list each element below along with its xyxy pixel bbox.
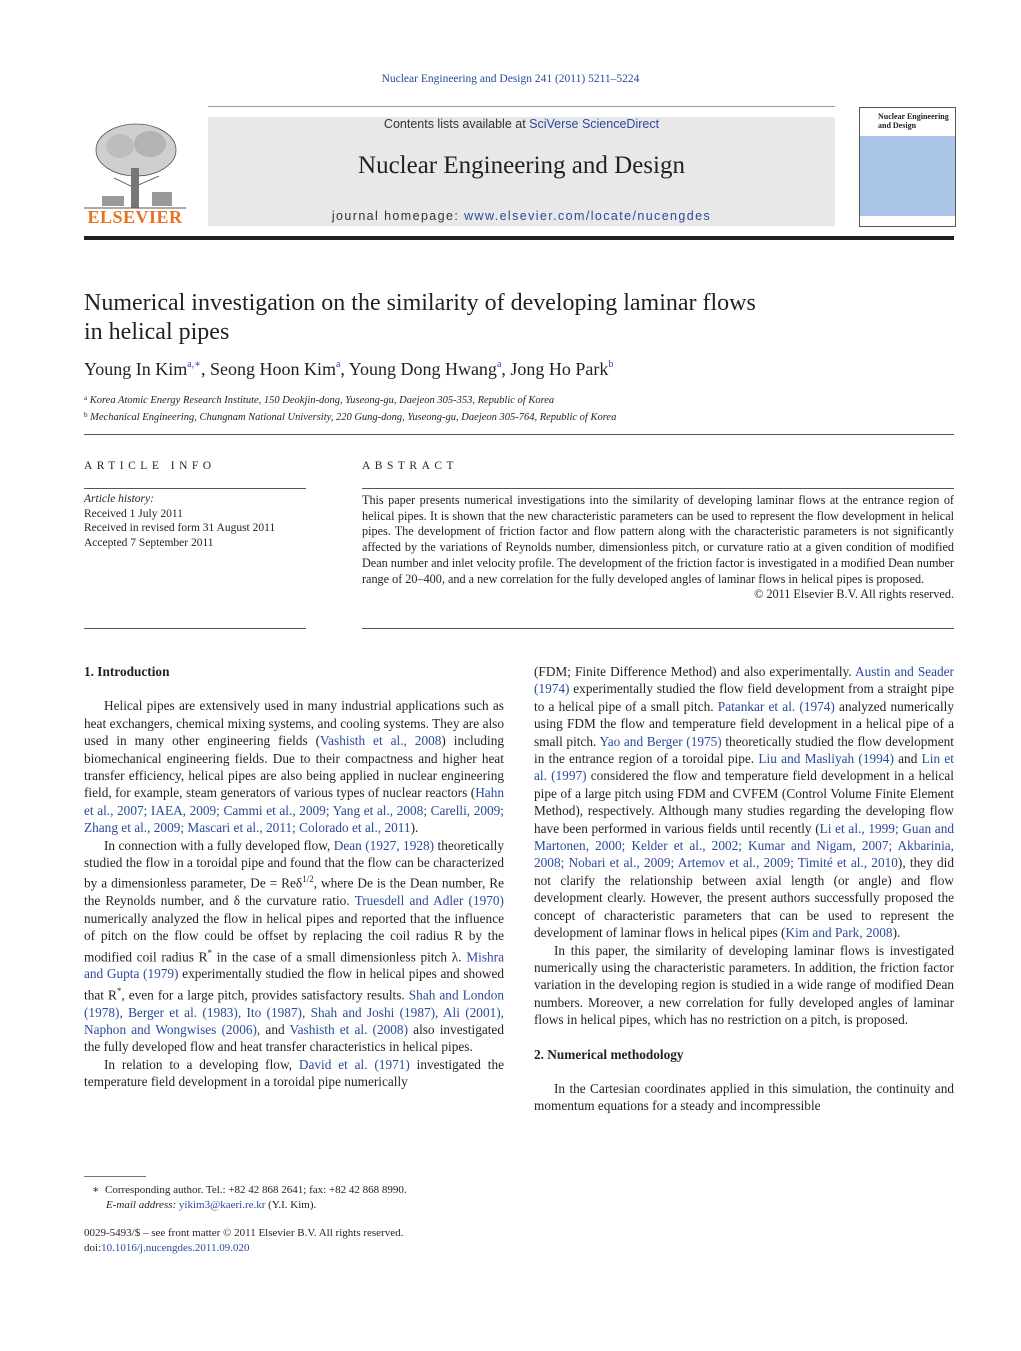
abstract-body xyxy=(362,493,954,603)
superscript: * xyxy=(116,985,122,996)
text-run: considered the flow and temperature field development in a helical pipe of a large pitch using FDM and CVFEM (Control Volume Finite Element Method), respectively. Although many studies regarding the developing flow have been performed in various fields until recently ( xyxy=(534,768,955,836)
footnote-mark: ∗ xyxy=(92,1184,100,1196)
author-separator: , xyxy=(200,359,210,379)
section-2-heading: 2. Numerical methodology xyxy=(534,1046,684,1062)
affiliation-a xyxy=(84,391,954,408)
citation-link[interactable]: Liu and Masliyah (1994) xyxy=(758,751,894,767)
corresponding-author-text: Corresponding author. Tel.: +82 42 868 2641; fax: +82 42 868 8990. xyxy=(104,1184,407,1196)
affiliation-b xyxy=(84,408,954,425)
article-info-rule xyxy=(84,488,306,489)
article-history xyxy=(84,492,306,550)
citation-link[interactable]: Patankar et al. (1974) xyxy=(717,698,835,714)
article-info-bottom-rule xyxy=(84,628,306,629)
doi-link[interactable]: 10.1016/j.nucengdes.2011.09.020 xyxy=(101,1242,250,1254)
title-separator xyxy=(84,434,954,435)
citation-link[interactable]: Vashisth et al., 2008 xyxy=(320,733,442,749)
body-column-right xyxy=(534,663,954,1115)
text-run: ). xyxy=(410,820,419,836)
history-accepted: Accepted 7 September 2011 xyxy=(84,536,214,549)
citation-link[interactable]: David et al. (1971) xyxy=(298,1056,410,1072)
affiliation-text: Mechanical Engineering, Chungnam National University, 220 Gung-dong, Yuseong-gu, Daejeon 305-764, Republic of Korea xyxy=(90,412,617,423)
text-run: ). xyxy=(892,925,901,941)
journal-title: Nuclear Engineering and Design xyxy=(358,152,685,179)
elsevier-tree-icon xyxy=(84,118,186,210)
history-label: Article history: xyxy=(84,493,154,505)
superscript: * xyxy=(207,947,213,958)
text-run: investigated the temperature field development in a toroidal pipe numerically xyxy=(84,1056,504,1090)
history-revised: Received in revised form 31 August 2011 xyxy=(84,522,276,534)
contents-line xyxy=(208,117,835,131)
title-line-1: Numerical investigation on the similarity of developing laminar flows xyxy=(84,290,756,316)
text-run: also investigated the fully developed flow and heat transfer characteristics in helical pipes. xyxy=(84,1021,504,1055)
front-matter-info xyxy=(84,1226,504,1256)
article-title xyxy=(84,289,884,347)
text-run: experimentally studied the flow field development from a straight pipe to a helical pipe of a small pitch. xyxy=(534,681,954,714)
citation-link[interactable]: Lin et al. (1997) xyxy=(534,751,955,784)
author-name[interactable]: Young In Kim xyxy=(84,359,188,379)
text-run: in the case of a small dimensionless pitch λ. xyxy=(212,948,467,964)
author-separator: , xyxy=(501,359,511,379)
abstract-bottom-rule xyxy=(362,628,954,629)
citation-link[interactable]: Dean (1927, 1928) xyxy=(333,837,435,853)
doi-line xyxy=(84,1241,504,1256)
journal-cover-thumbnail[interactable] xyxy=(859,107,956,227)
text-run: ) including biomechanical engineering fields. Due to their compactness and higher heat transfer efficiency, helical pipes are also being applied in nuclear engineering field, for example, steam generators of various types of nuclear reactors ( xyxy=(84,733,504,801)
author-affil-mark[interactable]: a xyxy=(496,359,502,370)
intro-paragraph-3-cont xyxy=(534,663,954,942)
header-top-rule xyxy=(208,106,835,107)
citation-link[interactable]: Shah and London (1978), Berger et al. (1983), Ito (1987), Shah and Joshi (1987), Ali (2001), Naphon and Wongwises (2006), xyxy=(84,987,504,1037)
superscript: 1/2 xyxy=(302,874,314,885)
doi-label: doi: xyxy=(84,1242,102,1254)
issn-line: 0029-5493/$ – see front matter © 2011 Elsevier B.V. All rights reserved. xyxy=(84,1227,404,1239)
journal-homepage xyxy=(208,209,835,223)
affiliation-text: Korea Atomic Energy Research Institute, 150 Deokjin-dong, Yuseong-gu, Daejeon 305-353, Republic of Korea xyxy=(89,395,555,406)
citation-link[interactable]: Mishra and Gupta (1979) xyxy=(84,948,504,982)
sciencedirect-link[interactable]: SciVerse ScienceDirect xyxy=(529,117,660,131)
author-name[interactable]: Seong Hoon Kim xyxy=(209,359,336,379)
author-affil-mark[interactable]: a,∗ xyxy=(187,359,201,370)
text-run: experimentally studied the flow in helical pipes and showed that R xyxy=(84,966,504,1003)
author-list xyxy=(84,359,954,380)
author-separator: , xyxy=(340,359,349,379)
cover-title-line1: Nuclear Engineering xyxy=(878,112,949,121)
body-column-left xyxy=(84,663,504,1091)
email-link[interactable]: yikim3@kaeri.re.kr xyxy=(178,1198,266,1211)
citation-link[interactable]: Yao and Berger (1975) xyxy=(599,733,722,749)
intro-paragraph-1 xyxy=(84,697,504,836)
text-run: and xyxy=(893,751,922,767)
text-run: Helical pipes are extensively used in many industrial applications such as heat exchangers, chemical mixing systems, and cooling systems. They are also used in many other engineering fields ( xyxy=(84,698,504,749)
homepage-prefix: journal homepage: xyxy=(331,209,465,223)
footnote-rule xyxy=(84,1176,146,1177)
citation-link[interactable]: Li et al., 1999; Guan and Martonen, 2000; Kelder et al., 2002; Kumar and Nigam, 2007; Akbarinia, 2008; Nobari et al., 2009; Artemov et al., 2009; Timité et al., 2010 xyxy=(534,820,954,871)
abstract-heading: ABSTRACT xyxy=(362,460,459,472)
email-suffix: (Y.I. Kim). xyxy=(265,1198,317,1211)
elsevier-logo xyxy=(84,118,186,228)
citation-link[interactable]: Kim and Park, 2008 xyxy=(785,925,893,941)
journal-reference[interactable]: Nuclear Engineering and Design 241 (2011) 5211–5224 xyxy=(381,73,640,85)
text-run: (FDM; Finite Difference Method) and also experimentally. xyxy=(534,664,855,679)
author-affil-mark[interactable]: b xyxy=(608,359,614,370)
text-run: , where De is the Dean number, Re the Reynolds number, and δ the curvature ratio. xyxy=(84,875,504,909)
text-run: and xyxy=(260,1021,290,1037)
citation-link[interactable]: Vashisth et al. (2008) xyxy=(289,1021,409,1037)
cover-footer xyxy=(860,216,955,226)
citation-link[interactable]: Hahn et al., 2007; IAEA, 2009; Cammi et al., 2009; Yang et al., 2008; Carelli, 2009; Zhang et al., 2009; Mascari et al., 2011; Colorado et al., 2011 xyxy=(84,785,504,836)
contents-prefix: Contents lists available at xyxy=(383,117,530,131)
elsevier-wordmark: ELSEVIER xyxy=(87,207,183,227)
text-run: theoretically studied the flow in a toroidal pipe and found that the flow can be characterized by a dimensionless parameter, De = Reδ xyxy=(84,837,504,891)
homepage-link[interactable]: www.elsevier.com/locate/nucengdes xyxy=(464,209,712,223)
corresponding-author-footnote xyxy=(84,1183,504,1212)
text-run: theoretically studied the flow development in the entrance region of a toroidal pipe. xyxy=(534,733,954,767)
email-line xyxy=(84,1198,504,1213)
affiliation-mark: b xyxy=(84,411,88,419)
cover-image xyxy=(860,136,955,216)
intro-paragraph-2 xyxy=(84,837,504,1056)
text-run: ), they did not clarify the relationship between axial length (or angle) and flow development clearly. However, the present authors successfully proposed the concept of characteristic parameters that can be used to represent the development of laminar flows in helical pipes ( xyxy=(534,855,954,941)
citation-link[interactable]: Austin and Seader (1974) xyxy=(534,664,954,697)
abstract-copyright: © 2011 Elsevier B.V. All rights reserved. xyxy=(754,587,954,602)
title-line-2: in helical pipes xyxy=(84,319,230,345)
abstract-text: This paper presents numerical investigations into the similarity of developing laminar flows at the entrance region of helical pipes. It is shown that the new characteristic parameters can be used to represent the flow development in helical pipes. The development of friction factor and flow pattern along with the characteristic parameters is not significantly affected by the variations of Reynolds number, dimensionless pitch, or curvature ratio at a given condition of modified Dean number and inlet velocity profile. The development of the friction factor is investigated in a modified Dean number range of 20–400, and a new correlation for the fully developed angles of laminar flows in helical pipes is proposed. xyxy=(362,493,954,586)
text-run: analyzed numerically using FDM the flow and temperature field development in a helical pipe of a small pitch. xyxy=(534,698,954,749)
intro-paragraph-4: In this paper, the similarity of developing laminar flows is investigated numerically using the characteristic parameters. In addition, the friction factor variation in the developing region is studied in a wide range of modified Dean numbers. Moreover, a new correlation for fully developed angles of laminar flows in helical pipes, which has no restriction on a pitch, is proposed. xyxy=(534,942,954,1028)
email-label: E-mail address: xyxy=(106,1198,179,1211)
text-run: numerically analyzed the flow in helical pipes and reported that the influence of pitch on the flow could be offset by replacing the coil radius R by the modified coil radius R xyxy=(84,910,504,964)
corresponding-author-line xyxy=(84,1183,504,1198)
text-run: , even for a large pitch, provides satisfactory results. xyxy=(121,987,409,1003)
article-info-heading: ARTICLE INFO xyxy=(84,460,216,472)
author-name[interactable]: Young Dong Hwang xyxy=(348,359,497,379)
cover-title-line2: and Design xyxy=(878,121,917,130)
abstract-rule xyxy=(362,488,954,489)
author-affil-mark[interactable]: a xyxy=(335,359,341,370)
header-thick-rule xyxy=(84,236,954,240)
intro-paragraph-3 xyxy=(84,1056,504,1091)
text-run: In connection with a fully developed flow, xyxy=(104,837,334,853)
citation-link[interactable]: Truesdell and Adler (1970) xyxy=(354,893,504,909)
author-name[interactable]: Jong Ho Park xyxy=(510,359,609,379)
affiliation-mark: a xyxy=(84,394,88,402)
text-run: In relation to a developing flow, xyxy=(104,1056,299,1072)
method-paragraph-1: In the Cartesian coordinates applied in this simulation, the continuity and momentum equations for a steady and incompressible xyxy=(534,1080,954,1114)
affiliations xyxy=(84,391,954,425)
section-1-heading: 1. Introduction xyxy=(84,664,170,679)
history-received: Received 1 July 2011 xyxy=(84,507,183,520)
